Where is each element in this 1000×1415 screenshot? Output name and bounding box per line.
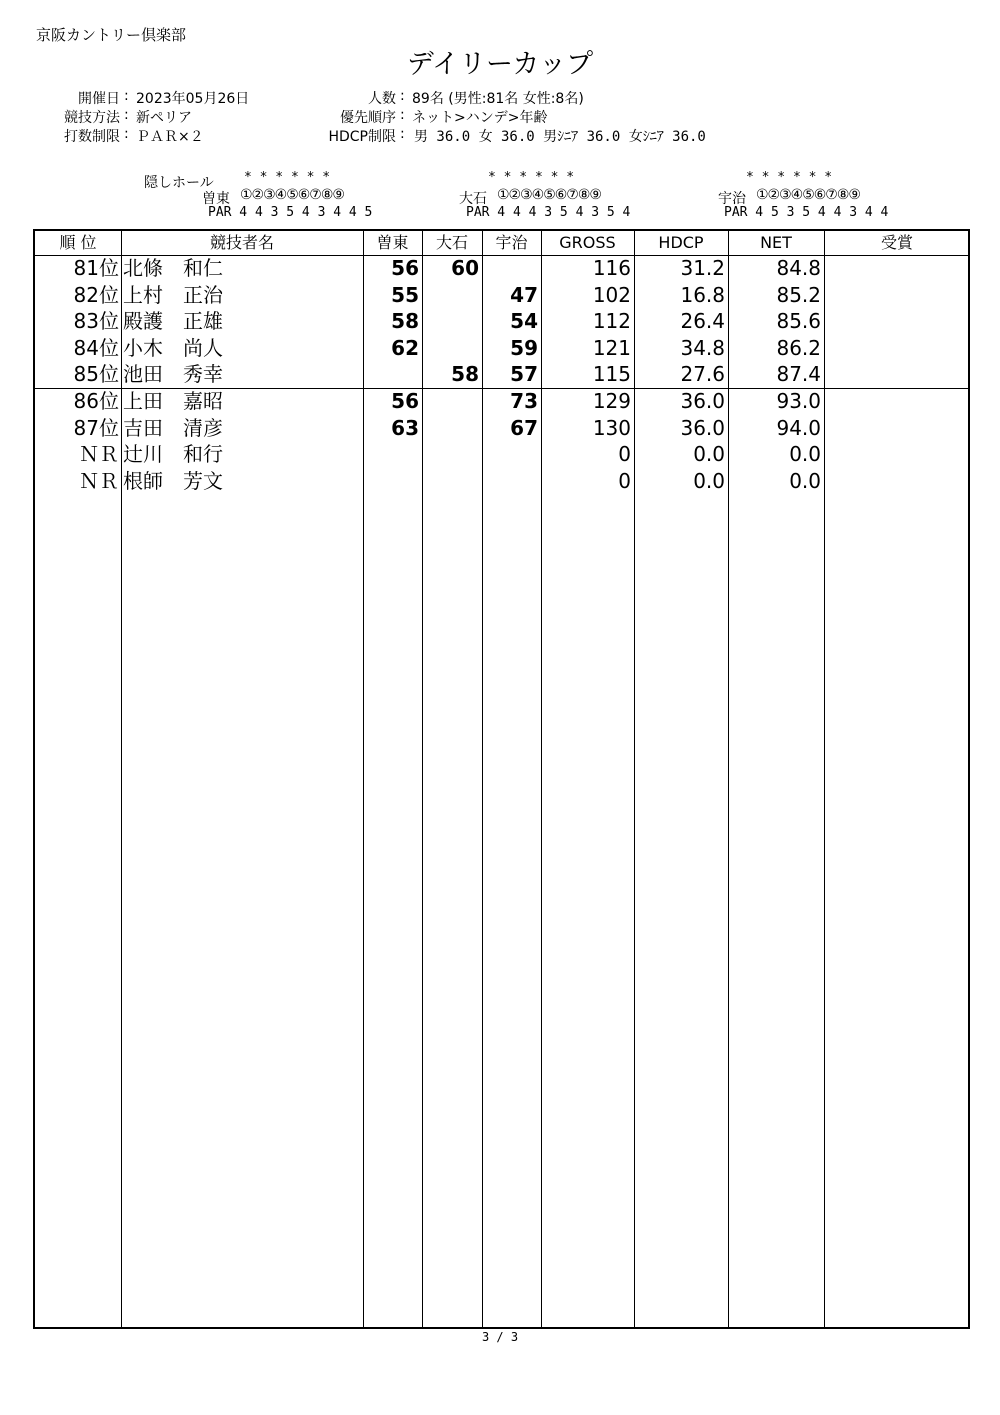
player-name-cell: 池田 秀幸 <box>123 362 223 387</box>
score-sotou-cell: 56 <box>391 256 419 280</box>
rank-cell: ＮＲ <box>79 442 119 467</box>
player-name-cell: 小木 尚人 <box>123 335 223 360</box>
score-uji-cell: 54 <box>510 309 538 334</box>
rank-cell: ＮＲ <box>79 468 119 493</box>
score-sotou-cell: 56 <box>391 389 419 413</box>
rank-cell: 84位 <box>73 335 119 360</box>
header-hdcp: HDCP <box>658 233 704 252</box>
hdcp-cell: 36.0 <box>680 389 725 413</box>
course1-par: PAR 4 4 3 5 4 3 4 4 5 <box>208 205 373 220</box>
club-name: 京阪カントリー倶楽部 <box>36 26 187 44</box>
course2-hidden-marks: * * * * * * <box>488 170 575 185</box>
score-uji-cell <box>482 441 538 467</box>
hdcp-cell: 0.0 <box>693 468 725 493</box>
course1-name: 曽東 <box>202 191 230 207</box>
score-oishi-cell <box>422 335 479 361</box>
score-uji-cell <box>482 468 538 494</box>
score-oishi-cell: 60 <box>451 256 479 280</box>
player-name-cell: 上村 正治 <box>123 282 223 307</box>
net-cell: 85.2 <box>776 282 821 307</box>
limit-colon: : <box>124 126 129 142</box>
gross-cell: 116 <box>592 256 631 280</box>
score-sotou-cell: 58 <box>391 309 419 334</box>
score-sotou-cell <box>363 361 419 387</box>
course3-par: PAR 4 5 3 5 4 4 3 4 4 <box>724 205 889 220</box>
rank-cell: 82位 <box>73 282 119 307</box>
course2-holes: ①②③④⑤⑥⑦⑧⑨ <box>497 187 601 203</box>
award-cell <box>826 361 966 387</box>
count-value: 89名 (男性:81名 女性:8名) <box>412 91 584 107</box>
score-uji-cell <box>482 255 538 281</box>
gross-cell: 0 <box>618 468 631 493</box>
score-sotou-cell: 55 <box>391 282 419 307</box>
header-course-uji: 宇治 <box>495 233 528 252</box>
score-oishi-cell <box>422 468 479 494</box>
results-table <box>33 229 970 1329</box>
award-cell <box>826 441 966 467</box>
rank-cell: 81位 <box>73 256 119 280</box>
course3-name: 宇治 <box>718 191 746 207</box>
hdcp-cell: 36.0 <box>680 415 725 440</box>
header-player-name: 競技者名 <box>209 233 274 252</box>
method-value: 新ペリア <box>136 110 192 126</box>
net-cell: 84.8 <box>776 256 821 280</box>
priority-value: ネット>ハンデ>年齢 <box>412 110 548 126</box>
limit-value: ＰＡＲ×２ <box>136 129 204 145</box>
header-award: 受賞 <box>880 233 913 252</box>
course1-holes: ①②③④⑤⑥⑦⑧⑨ <box>240 187 344 203</box>
date-label: 開催日 <box>78 91 120 107</box>
score-sotou-cell <box>363 468 419 494</box>
course3-hidden-marks: * * * * * * <box>746 170 833 185</box>
score-uji-cell: 47 <box>510 282 538 307</box>
priority-colon: : <box>400 107 405 123</box>
hdcp-cell: 34.8 <box>680 335 725 360</box>
course2-name: 大石 <box>459 191 487 207</box>
gross-cell: 129 <box>592 389 631 413</box>
award-cell <box>826 468 966 494</box>
gross-cell: 121 <box>592 335 631 360</box>
course1-hidden-marks: * * * * * * <box>244 170 331 185</box>
page-number: 3 / 3 <box>481 1330 519 1344</box>
date-colon: : <box>124 88 129 104</box>
count-label: 人数 <box>368 91 396 107</box>
player-name-cell: 上田 嘉昭 <box>123 389 223 413</box>
award-cell <box>826 282 966 308</box>
rank-cell: 87位 <box>73 415 119 440</box>
award-cell <box>826 308 966 334</box>
score-uji-cell: 59 <box>510 335 538 360</box>
score-sotou-cell: 62 <box>391 335 419 360</box>
player-name-cell: 殿護 正雄 <box>123 309 223 334</box>
hdcp-limit-label: HDCP制限 <box>328 129 396 145</box>
gross-cell: 115 <box>592 362 631 387</box>
award-cell <box>826 388 966 414</box>
page-title: デイリーカップ <box>406 49 594 80</box>
header-course-oishi: 大石 <box>435 233 468 252</box>
gross-cell: 102 <box>592 282 631 307</box>
header-rank: 順 位 <box>59 233 97 252</box>
rank-cell: 85位 <box>73 362 119 387</box>
date-value: 2023年05月26日 <box>136 91 250 107</box>
net-cell: 86.2 <box>776 335 821 360</box>
score-oishi-cell <box>422 388 479 414</box>
gross-cell: 130 <box>592 415 631 440</box>
method-colon: : <box>124 107 129 123</box>
header-course-sotou: 曽東 <box>376 233 409 252</box>
priority-label: 優先順序 <box>340 110 396 126</box>
player-name-cell: 吉田 清彦 <box>123 415 223 440</box>
course3-holes: ①②③④⑤⑥⑦⑧⑨ <box>756 187 860 203</box>
hdcp-cell: 16.8 <box>680 282 725 307</box>
score-oishi-cell <box>422 282 479 308</box>
score-oishi-cell <box>422 415 479 441</box>
player-name-cell: 辻川 和行 <box>123 442 223 467</box>
score-oishi-cell <box>422 441 479 467</box>
score-uji-cell: 73 <box>510 389 538 413</box>
course2-par: PAR 4 4 4 3 5 4 3 5 4 <box>466 205 631 220</box>
award-cell <box>826 335 966 361</box>
score-sotou-cell: 63 <box>391 415 419 440</box>
hdcp-cell: 31.2 <box>680 256 725 280</box>
net-cell: 0.0 <box>789 468 821 493</box>
player-name-cell: 北條 和仁 <box>123 256 223 280</box>
header-gross: GROSS <box>559 233 616 252</box>
score-sotou-cell <box>363 441 419 467</box>
award-cell <box>826 415 966 441</box>
net-cell: 85.6 <box>776 309 821 334</box>
score-oishi-cell <box>422 308 479 334</box>
limit-label: 打数制限 <box>64 129 120 145</box>
hidden-hole-label: 隠しホール <box>144 175 214 191</box>
gross-cell: 0 <box>618 442 631 467</box>
net-cell: 87.4 <box>776 362 821 387</box>
net-cell: 94.0 <box>776 415 821 440</box>
score-uji-cell: 57 <box>510 362 538 387</box>
hdcp-limit-colon: : <box>400 126 405 142</box>
hdcp-limit-value: 男 36.0 女 36.0 男ｼﾆｱ 36.0 女ｼﾆｱ 36.0 <box>414 129 706 145</box>
method-label: 競技方法 <box>64 110 120 126</box>
net-cell: 0.0 <box>789 442 821 467</box>
hdcp-cell: 0.0 <box>693 442 725 467</box>
hdcp-cell: 27.6 <box>680 362 725 387</box>
hdcp-cell: 26.4 <box>680 309 725 334</box>
award-cell <box>826 255 966 281</box>
rank-cell: 86位 <box>73 389 119 413</box>
net-cell: 93.0 <box>776 389 821 413</box>
score-uji-cell: 67 <box>510 415 538 440</box>
score-oishi-cell: 58 <box>451 362 479 387</box>
header-net: NET <box>760 233 792 252</box>
rank-cell: 83位 <box>73 309 119 334</box>
player-name-cell: 根師 芳文 <box>123 468 223 493</box>
count-colon: : <box>400 88 405 104</box>
gross-cell: 112 <box>592 309 631 334</box>
